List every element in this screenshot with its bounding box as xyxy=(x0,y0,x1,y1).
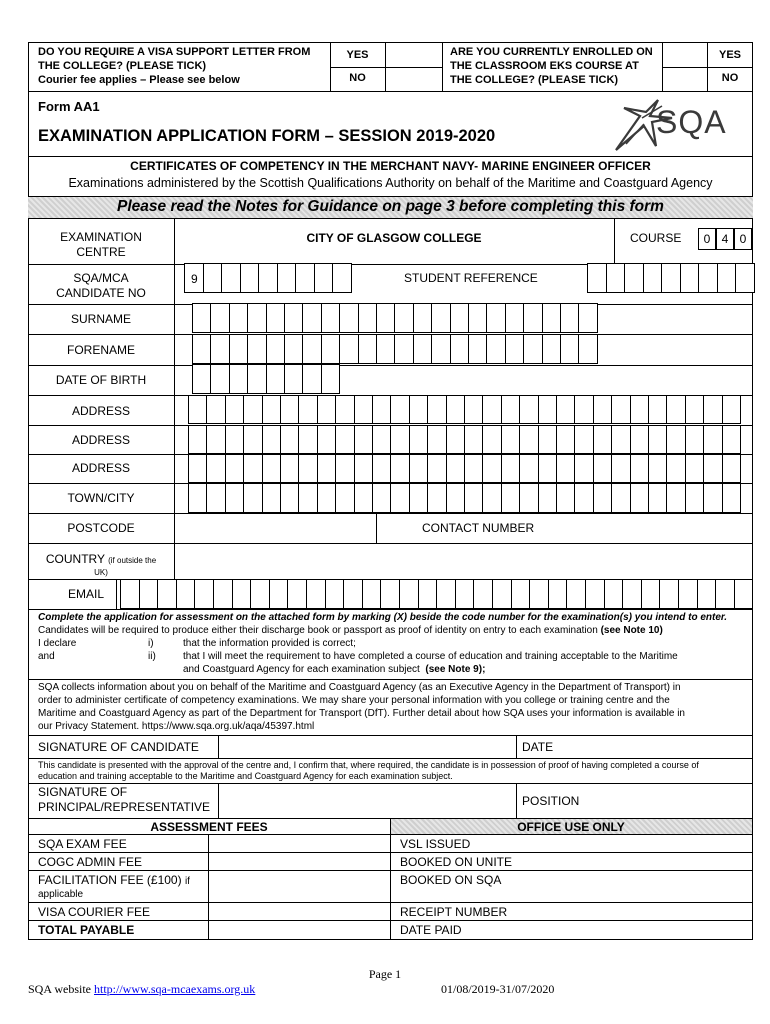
forename-box[interactable] xyxy=(431,334,450,364)
address3-box[interactable] xyxy=(280,454,299,483)
surname-box[interactable] xyxy=(358,303,377,333)
surname-box[interactable] xyxy=(450,303,469,333)
town-box[interactable] xyxy=(335,483,354,513)
date-label: DATE xyxy=(522,740,554,754)
town-box[interactable] xyxy=(390,483,409,513)
address2-box[interactable] xyxy=(538,425,557,454)
town-box[interactable] xyxy=(262,483,281,513)
address2-box[interactable] xyxy=(685,425,704,454)
enrolled-question: ARE YOU CURRENTLY ENROLLED ON THE CLASSROOM EKS COURSE AT THE COLLEGE? (PLEASE TICK) xyxy=(450,46,653,86)
surname-box[interactable] xyxy=(321,303,340,333)
forename-box[interactable] xyxy=(376,334,395,364)
address1-box[interactable] xyxy=(666,395,685,424)
surname-box[interactable] xyxy=(302,303,321,333)
address3-box[interactable] xyxy=(611,454,630,483)
surname-box[interactable] xyxy=(192,303,211,333)
email-box[interactable] xyxy=(157,579,177,609)
address3-box[interactable] xyxy=(593,454,612,483)
address2-box[interactable] xyxy=(703,425,722,454)
forename-box[interactable] xyxy=(505,334,524,364)
address1-box[interactable] xyxy=(593,395,612,424)
town-box[interactable] xyxy=(243,483,262,513)
email-box[interactable] xyxy=(641,579,661,609)
email-box[interactable] xyxy=(232,579,252,609)
address1-box[interactable] xyxy=(280,395,299,424)
fee-row-total: TOTAL PAYABLE xyxy=(38,923,135,937)
surname-box[interactable] xyxy=(523,303,542,333)
address3-box[interactable] xyxy=(482,454,501,483)
form-title: EXAMINATION APPLICATION FORM – SESSION 2019-2020 xyxy=(38,127,496,145)
address1-box[interactable] xyxy=(206,395,225,424)
declaration: Complete the application for assessment on the attached form by marking (X) beside the code number for the examination(s) you intend to enter. Candidates will be required to produce either their discharge book or passport as proof of identity on entry to each examination (see Note 10) I declare i) that the information provided is correct; and ii) that I will meet the requirement to have completed a course of education and training acceptable to the Maritime and Coastguard Agency for each examination subject (see Note 9); xyxy=(38,612,728,675)
address3-box[interactable] xyxy=(556,454,575,483)
address3-box[interactable] xyxy=(206,454,225,483)
town-box[interactable] xyxy=(519,483,538,513)
email-box[interactable] xyxy=(418,579,438,609)
principal-signature-field[interactable] xyxy=(219,784,515,817)
email-box[interactable] xyxy=(120,579,140,609)
surname-box[interactable] xyxy=(413,303,432,333)
course-digit-1: 0 xyxy=(698,228,716,250)
email-box[interactable] xyxy=(697,579,717,609)
email-box[interactable] xyxy=(213,579,233,609)
surname-box[interactable] xyxy=(247,303,266,333)
office-row-unite: BOOKED ON UNITE xyxy=(400,855,513,869)
address3-box[interactable] xyxy=(574,454,593,483)
office-header: OFFICE USE ONLY xyxy=(517,820,625,834)
email-box[interactable] xyxy=(287,579,307,609)
forename-box[interactable] xyxy=(394,334,413,364)
town-box[interactable] xyxy=(464,483,483,513)
certificate-line: CERTIFICATES OF COMPETENCY IN THE MERCHANT NAVY- MARINE ENGINEER OFFICER xyxy=(130,159,651,173)
address1-box[interactable] xyxy=(335,395,354,424)
email-box[interactable] xyxy=(511,579,531,609)
address1-box[interactable] xyxy=(611,395,630,424)
surname-box[interactable] xyxy=(468,303,487,333)
address3-box[interactable] xyxy=(685,454,704,483)
email-box[interactable] xyxy=(176,579,196,609)
address-label-1: ADDRESS xyxy=(71,404,130,418)
town-box[interactable] xyxy=(574,483,593,513)
email-box[interactable] xyxy=(139,579,159,609)
surname-box[interactable] xyxy=(394,303,413,333)
email-box[interactable] xyxy=(362,579,382,609)
fee-row-sqa-exam: SQA EXAM FEE xyxy=(38,837,127,851)
visa-no-tick[interactable] xyxy=(386,68,441,91)
surname-box[interactable] xyxy=(542,303,561,333)
address1-box[interactable] xyxy=(317,395,336,424)
forename-box[interactable] xyxy=(266,334,285,364)
address1-box[interactable] xyxy=(574,395,593,424)
email-box[interactable] xyxy=(325,579,345,609)
visa-question: DO YOU REQUIRE A VISA SUPPORT LETTER FROM THE COLLEGE? (PLEASE TICK) Courier fee applies – Please see below xyxy=(38,46,311,86)
address3-box[interactable] xyxy=(262,454,281,483)
footer-website: SQA website http://www.sqa-mcaexams.org.uk xyxy=(28,982,256,996)
sqa-logo xyxy=(612,98,744,154)
email-box[interactable] xyxy=(473,579,493,609)
address3-box[interactable] xyxy=(409,454,428,483)
address1-box[interactable] xyxy=(648,395,667,424)
address2-box[interactable] xyxy=(611,425,630,454)
candidate-no-box[interactable] xyxy=(295,263,315,293)
surname-box[interactable] xyxy=(560,303,579,333)
address1-box[interactable] xyxy=(243,395,262,424)
email-box[interactable] xyxy=(455,579,475,609)
address2-box[interactable] xyxy=(464,425,483,454)
address1-box[interactable] xyxy=(446,395,465,424)
address3-box[interactable] xyxy=(390,454,409,483)
address2-box[interactable] xyxy=(446,425,465,454)
student-ref-box[interactable] xyxy=(698,263,718,293)
address2-box[interactable] xyxy=(335,425,354,454)
town-box[interactable] xyxy=(409,483,428,513)
address2-box[interactable] xyxy=(317,425,336,454)
administered-line: Examinations administered by the Scottish Qualifications Authority on behalf of the Maritime and Coastguard Agency xyxy=(68,176,713,190)
email-box[interactable] xyxy=(604,579,624,609)
candidate-no-box[interactable] xyxy=(221,263,241,293)
address2-box[interactable] xyxy=(206,425,225,454)
address1-box[interactable] xyxy=(372,395,391,424)
dob-box[interactable] xyxy=(247,364,266,394)
address2-box[interactable] xyxy=(666,425,685,454)
email-box[interactable] xyxy=(492,579,512,609)
candidate-no-box[interactable] xyxy=(203,263,223,293)
address1-box[interactable] xyxy=(262,395,281,424)
visa-yes-label: YES xyxy=(346,49,369,61)
fee-input-visa-courier[interactable] xyxy=(209,903,389,919)
surname-box[interactable] xyxy=(486,303,505,333)
forename-box[interactable] xyxy=(450,334,469,364)
student-ref-box[interactable] xyxy=(680,263,700,293)
exam-centre-value: CITY OF GLASGOW COLLEGE xyxy=(306,231,482,245)
forename-box[interactable] xyxy=(542,334,561,364)
office-row-vsl: VSL ISSUED xyxy=(400,837,471,851)
office-row-receipt: RECEIPT NUMBER xyxy=(400,905,508,919)
enrolled-yes-tick[interactable] xyxy=(663,43,706,66)
address1-box[interactable] xyxy=(354,395,373,424)
surname-box[interactable] xyxy=(266,303,285,333)
forename-box[interactable] xyxy=(413,334,432,364)
candidate-no-box[interactable] xyxy=(258,263,278,293)
address2-box[interactable] xyxy=(574,425,593,454)
address2-box[interactable] xyxy=(519,425,538,454)
position-label: POSITION xyxy=(522,794,580,808)
address2-box[interactable] xyxy=(280,425,299,454)
address2-box[interactable] xyxy=(354,425,373,454)
surname-box[interactable] xyxy=(339,303,358,333)
candidate-no-box[interactable] xyxy=(314,263,334,293)
town-box[interactable] xyxy=(482,483,501,513)
fee-row-facilitation: FACILITATION FEE (£100) if applicable xyxy=(38,873,190,900)
forename-box[interactable] xyxy=(210,334,229,364)
email-box[interactable] xyxy=(380,579,400,609)
enrolled-no-label: NO xyxy=(721,72,739,84)
dob-box[interactable] xyxy=(302,364,321,394)
address1-box[interactable] xyxy=(703,395,722,424)
town-box[interactable] xyxy=(317,483,336,513)
form-code: Form AA1 xyxy=(38,99,100,114)
student-ref-box[interactable] xyxy=(643,263,663,293)
notes-banner-text: Please read the Notes for Guidance on page 3 before completing this form xyxy=(117,198,664,215)
student-ref-box[interactable] xyxy=(661,263,681,293)
address2-box[interactable] xyxy=(188,425,207,454)
address3-box[interactable] xyxy=(317,454,336,483)
surname-box[interactable] xyxy=(578,303,597,333)
address1-box[interactable] xyxy=(538,395,557,424)
town-box[interactable] xyxy=(611,483,630,513)
page-number: Page 1 xyxy=(368,967,402,981)
forename-box[interactable] xyxy=(192,334,211,364)
candidate-no-box[interactable] xyxy=(277,263,297,293)
dob-box[interactable] xyxy=(210,364,229,394)
address2-box[interactable] xyxy=(390,425,409,454)
email-box[interactable] xyxy=(343,579,363,609)
town-box[interactable] xyxy=(225,483,244,513)
address-label-3: ADDRESS xyxy=(71,461,130,475)
email-box[interactable] xyxy=(269,579,289,609)
town-box[interactable] xyxy=(427,483,446,513)
address1-box[interactable] xyxy=(427,395,446,424)
address1-box[interactable] xyxy=(225,395,244,424)
forename-box[interactable] xyxy=(339,334,358,364)
email-box[interactable] xyxy=(622,579,642,609)
address3-box[interactable] xyxy=(335,454,354,483)
town-box[interactable] xyxy=(648,483,667,513)
date-field[interactable] xyxy=(560,736,752,757)
contact-number-label: CONTACT NUMBER xyxy=(422,521,535,535)
town-box[interactable] xyxy=(372,483,391,513)
email-box[interactable] xyxy=(399,579,419,609)
address2-box[interactable] xyxy=(427,425,446,454)
surname-box[interactable] xyxy=(229,303,248,333)
visa-yes-tick[interactable] xyxy=(386,43,441,66)
address1-box[interactable] xyxy=(464,395,483,424)
town-box[interactable] xyxy=(703,483,722,513)
fee-row-cogc-admin: COGC ADMIN FEE xyxy=(38,855,143,869)
candidate-no-box[interactable] xyxy=(240,263,260,293)
student-ref-label: STUDENT REFERENCE xyxy=(404,271,538,285)
email-label: EMAIL xyxy=(67,587,104,601)
address1-box[interactable] xyxy=(298,395,317,424)
address3-box[interactable] xyxy=(446,454,465,483)
address1-box[interactable] xyxy=(390,395,409,424)
fee-input-cogc-admin[interactable] xyxy=(209,853,389,869)
surname-box[interactable] xyxy=(376,303,395,333)
email-box[interactable] xyxy=(734,579,754,609)
forename-box[interactable] xyxy=(302,334,321,364)
address2-box[interactable] xyxy=(556,425,575,454)
course-digit-2: 4 xyxy=(716,228,734,250)
dob-box[interactable] xyxy=(321,364,340,394)
email-box[interactable] xyxy=(548,579,568,609)
fees-header: ASSESSMENT FEES xyxy=(150,820,268,834)
address1-box[interactable] xyxy=(519,395,538,424)
email-box[interactable] xyxy=(715,579,735,609)
office-row-sqa: BOOKED ON SQA xyxy=(400,873,502,887)
email-box[interactable] xyxy=(194,579,214,609)
forename-box[interactable] xyxy=(321,334,340,364)
address3-box[interactable] xyxy=(372,454,391,483)
address3-box[interactable] xyxy=(722,454,741,483)
email-box[interactable] xyxy=(566,579,586,609)
address3-box[interactable] xyxy=(188,454,207,483)
course-label: COURSE xyxy=(630,231,682,245)
address-label-2: ADDRESS xyxy=(71,433,130,447)
address3-box[interactable] xyxy=(703,454,722,483)
surname-label: SURNAME xyxy=(70,312,131,326)
address3-box[interactable] xyxy=(354,454,373,483)
address2-box[interactable] xyxy=(482,425,501,454)
address2-box[interactable] xyxy=(630,425,649,454)
surname-box[interactable] xyxy=(431,303,450,333)
country-label: COUNTRY (if outside the UK) xyxy=(45,552,157,577)
fee-input-total[interactable] xyxy=(209,921,389,939)
signature-candidate-field[interactable] xyxy=(219,736,515,757)
dob-box[interactable] xyxy=(229,364,248,394)
address1-box[interactable] xyxy=(630,395,649,424)
sqa-logo-text: SQA xyxy=(656,104,727,140)
address2-box[interactable] xyxy=(593,425,612,454)
address3-box[interactable] xyxy=(666,454,685,483)
student-ref-box[interactable] xyxy=(606,263,626,293)
candidate-no-label: SQA/MCA CANDIDATE NO xyxy=(56,271,146,300)
surname-box[interactable] xyxy=(284,303,303,333)
email-box[interactable] xyxy=(659,579,679,609)
address1-box[interactable] xyxy=(409,395,428,424)
forename-box[interactable] xyxy=(523,334,542,364)
approval-text: This candidate is presented with the approval of the centre and, I confirm that, where required, the candidate is in possession of proof of having completed a course of education and training acceptable to the Maritime and Coastguard Agency for each examination subject. xyxy=(38,760,699,781)
address3-box[interactable] xyxy=(427,454,446,483)
town-box[interactable] xyxy=(298,483,317,513)
address1-box[interactable] xyxy=(501,395,520,424)
address2-box[interactable] xyxy=(501,425,520,454)
privacy-notice: SQA collects information about you on behalf of the Maritime and Coastguard Agency (as an Executive Agency in the Department of Transport) in order to administer certificate of competency examinations. We may share your personal information with you college or training centre and the Maritime and Coastguard Agency as part of the Department for Transport (DfT). Further detail about how SQA uses your information is available in our Privacy Statement. https://www.sqa.org.uk/aqa/45397.html xyxy=(38,682,685,732)
town-box[interactable] xyxy=(188,483,207,513)
postcode-label: POSTCODE xyxy=(67,521,135,535)
address3-box[interactable] xyxy=(630,454,649,483)
address1-box[interactable] xyxy=(722,395,741,424)
address3-box[interactable] xyxy=(648,454,667,483)
email-box[interactable] xyxy=(585,579,605,609)
town-box[interactable] xyxy=(446,483,465,513)
address3-box[interactable] xyxy=(519,454,538,483)
dob-box[interactable] xyxy=(266,364,285,394)
enrolled-yes-label: YES xyxy=(718,49,741,61)
address2-box[interactable] xyxy=(722,425,741,454)
town-box[interactable] xyxy=(722,483,741,513)
email-box[interactable] xyxy=(436,579,456,609)
dob-label: DATE OF BIRTH xyxy=(55,373,147,387)
surname-box[interactable] xyxy=(210,303,229,333)
address3-box[interactable] xyxy=(501,454,520,483)
town-box[interactable] xyxy=(280,483,299,513)
address2-box[interactable] xyxy=(298,425,317,454)
address2-box[interactable] xyxy=(262,425,281,454)
surname-box[interactable] xyxy=(505,303,524,333)
email-box[interactable] xyxy=(678,579,698,609)
address3-box[interactable] xyxy=(243,454,262,483)
website-link[interactable]: http://www.sqa-mcaexams.org.uk xyxy=(94,982,256,996)
address3-box[interactable] xyxy=(298,454,317,483)
address2-box[interactable] xyxy=(648,425,667,454)
email-box[interactable] xyxy=(529,579,549,609)
principal-label: SIGNATURE OF PRINCIPAL/REPRESENTATIVE xyxy=(38,785,211,814)
student-ref-box[interactable] xyxy=(735,263,755,293)
address2-box[interactable] xyxy=(409,425,428,454)
exam-centre-label: EXAMINATION CENTRE xyxy=(60,230,142,259)
town-box[interactable] xyxy=(206,483,225,513)
address3-box[interactable] xyxy=(225,454,244,483)
address1-box[interactable] xyxy=(685,395,704,424)
student-ref-box[interactable] xyxy=(717,263,737,293)
course-digit-3: 0 xyxy=(734,228,752,250)
dob-box[interactable] xyxy=(192,364,211,394)
forename-box[interactable] xyxy=(229,334,248,364)
forename-box[interactable] xyxy=(468,334,487,364)
student-ref-box[interactable] xyxy=(587,263,607,293)
address1-box[interactable] xyxy=(482,395,501,424)
address3-box[interactable] xyxy=(464,454,483,483)
town-box[interactable] xyxy=(354,483,373,513)
position-field[interactable] xyxy=(590,784,752,817)
candidate-no-box[interactable] xyxy=(332,263,352,293)
town-box[interactable] xyxy=(593,483,612,513)
signature-candidate-label: SIGNATURE OF CANDIDATE xyxy=(38,740,199,754)
footer-date-range: 01/08/2019-31/07/2020 xyxy=(441,982,555,996)
forename-box[interactable] xyxy=(358,334,377,364)
visa-no-label: NO xyxy=(349,72,366,84)
address2-box[interactable] xyxy=(243,425,262,454)
town-box[interactable] xyxy=(630,483,649,513)
student-ref-box[interactable] xyxy=(624,263,644,293)
town-box[interactable] xyxy=(501,483,520,513)
forename-box[interactable] xyxy=(486,334,505,364)
forename-label: FORENAME xyxy=(66,343,135,357)
dob-box[interactable] xyxy=(284,364,303,394)
fee-input-facilitation[interactable] xyxy=(209,871,389,901)
forename-box[interactable] xyxy=(284,334,303,364)
town-box[interactable] xyxy=(556,483,575,513)
town-box[interactable] xyxy=(685,483,704,513)
address1-box[interactable] xyxy=(188,395,207,424)
candidate-no-prefix: 9 xyxy=(191,272,198,286)
forename-box[interactable] xyxy=(247,334,266,364)
address2-box[interactable] xyxy=(372,425,391,454)
address2-box[interactable] xyxy=(225,425,244,454)
fee-input-sqa-exam[interactable] xyxy=(209,835,389,851)
address3-box[interactable] xyxy=(538,454,557,483)
forename-box[interactable] xyxy=(560,334,579,364)
address1-box[interactable] xyxy=(556,395,575,424)
email-box[interactable] xyxy=(250,579,270,609)
fee-row-visa-courier: VISA COURIER FEE xyxy=(38,905,151,919)
office-row-date-paid: DATE PAID xyxy=(400,923,462,937)
town-box[interactable] xyxy=(538,483,557,513)
town-box[interactable] xyxy=(666,483,685,513)
town-label: TOWN/CITY xyxy=(67,491,135,505)
email-box[interactable] xyxy=(306,579,326,609)
forename-box[interactable] xyxy=(578,334,597,364)
